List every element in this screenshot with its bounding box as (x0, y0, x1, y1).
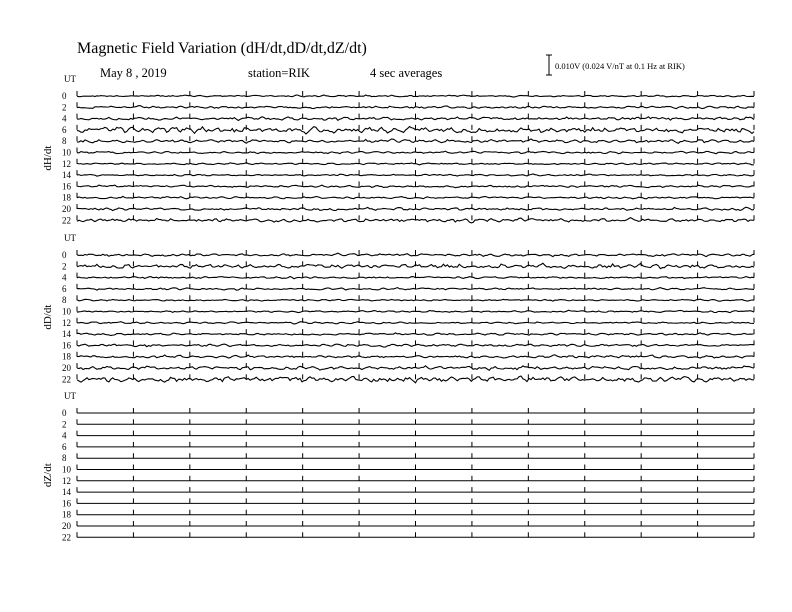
panel-ylabel: dZ/dt (42, 463, 54, 488)
ut-label: UT (64, 233, 76, 243)
ut-label: UT (64, 391, 76, 401)
panel-dD-dt (42, 233, 754, 384)
hour-label: 16 (62, 340, 71, 351)
scale-bar (546, 55, 552, 75)
panel-dH-dt (42, 74, 754, 225)
trace-line (77, 333, 754, 336)
panel-ylabel: dD/dt (42, 304, 54, 330)
hour-label: 16 (62, 181, 71, 192)
hour-label: 4 (62, 430, 67, 441)
hour-label: 22 (62, 532, 71, 543)
hour-label: 12 (62, 158, 71, 169)
trace-line (77, 299, 754, 301)
trace-line (77, 344, 754, 347)
hour-label: 14 (62, 170, 71, 181)
station-label: station=RIK (248, 66, 310, 80)
hour-label: 14 (62, 487, 71, 498)
hour-label: 6 (62, 283, 67, 294)
hour-label: 6 (62, 124, 67, 135)
hour-label: 8 (62, 295, 67, 306)
hour-label: 4 (62, 113, 67, 124)
hour-label: 0 (62, 408, 67, 418)
hour-label: 18 (62, 192, 71, 203)
hour-label: 20 (62, 521, 71, 531)
hour-label: 18 (62, 351, 71, 362)
hour-label: 14 (62, 329, 71, 340)
hour-label: 20 (62, 204, 71, 214)
hour-label: 22 (62, 215, 71, 226)
hour-label: 8 (62, 453, 67, 464)
hour-label: 12 (62, 475, 71, 486)
hour-label: 0 (62, 250, 67, 260)
trace-line (77, 151, 754, 154)
hour-label: 6 (62, 441, 67, 452)
scale-label: 0.010V (0.024 V/nT at 0.1 Hz at RIK) (555, 61, 685, 71)
panel-ylabel: dH/dt (42, 145, 54, 171)
hour-label: 12 (62, 317, 71, 328)
hour-label: 2 (62, 419, 67, 430)
ut-label: UT (64, 74, 76, 84)
hour-label: 18 (62, 509, 71, 520)
panels-container (42, 74, 754, 542)
hour-label: 2 (62, 102, 67, 113)
hour-label: 20 (62, 363, 71, 373)
hour-label: 0 (62, 91, 67, 101)
date-label: May 8 , 2019 (100, 66, 167, 80)
hour-label: 8 (62, 136, 67, 147)
hour-label: 22 (62, 374, 71, 385)
hour-label: 4 (62, 272, 67, 283)
hour-label: 16 (62, 498, 71, 509)
panel-dZ-dt (42, 391, 754, 542)
chart-title: Magnetic Field Variation (dH/dt,dD/dt,dZ/dt) (77, 40, 367, 57)
hour-label: 2 (62, 261, 67, 272)
averaging-label: 4 sec averages (370, 66, 443, 80)
hour-label: 10 (62, 464, 71, 475)
trace-line (77, 163, 754, 165)
hour-label: 10 (62, 306, 71, 317)
hour-label: 10 (62, 147, 71, 158)
